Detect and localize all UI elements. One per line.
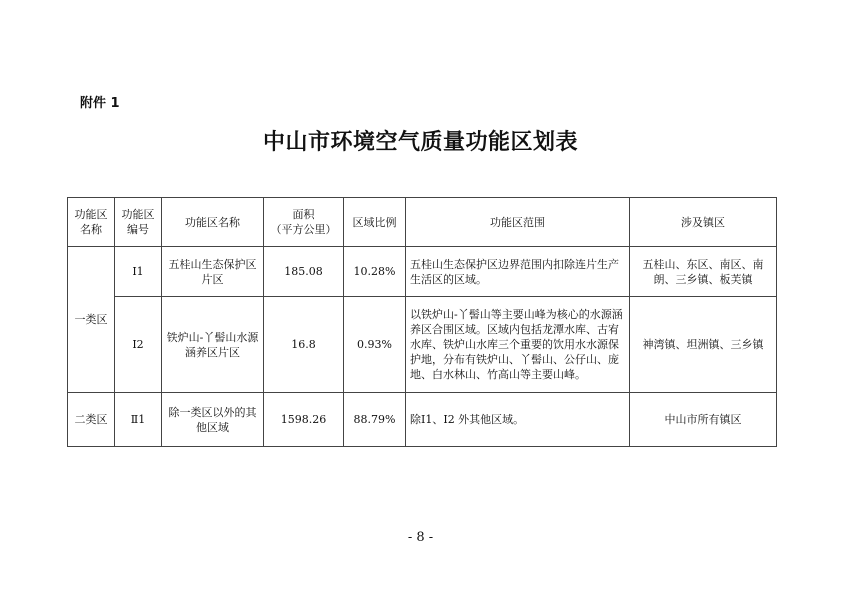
towns-cell: 中山市所有镇区 — [630, 393, 777, 447]
table-header-row — [68, 198, 777, 247]
ratio-cell: 88.79% — [344, 393, 406, 447]
page-number: - 8 - — [407, 530, 434, 545]
zone-name-cell: 铁炉山-丫髻山水源涵养区片区 — [162, 297, 264, 393]
ratio-cell: 10.28% — [344, 247, 406, 297]
area-cell: 16.8 — [264, 297, 344, 393]
scope-cell: 五桂山生态保护区边界范围内扣除连片生产生活区的区域。 — [406, 247, 630, 297]
table-row — [68, 247, 777, 297]
zone-name-cell: 除一类区以外的其他区域 — [162, 393, 264, 447]
attachment-label: 附件 1 — [80, 96, 120, 111]
zone-code-cell: Ⅰ2 — [115, 297, 162, 393]
zone-name-cell: 五桂山生态保护区片区 — [162, 247, 264, 297]
header-zone-code: 功能区 编号 — [115, 198, 162, 247]
scope-cell: 除Ⅰ1、Ⅰ2 外其他区域。 — [406, 393, 630, 447]
ratio-cell: 0.93% — [344, 297, 406, 393]
header-scope: 功能区范围 — [406, 198, 630, 247]
zoning-table — [67, 197, 777, 447]
zone-class-cell: 一类区 — [68, 247, 115, 393]
area-cell: 185.08 — [264, 247, 344, 297]
header-zone-class: 功能区 名称 — [68, 198, 115, 247]
zone-code-cell: Ⅰ1 — [115, 247, 162, 297]
header-zone-name: 功能区名称 — [162, 198, 264, 247]
towns-cell: 神湾镇、坦洲镇、三乡镇 — [630, 297, 777, 393]
page-title: 中山市环境空气质量功能区划表 — [262, 130, 578, 155]
towns-cell: 五桂山、东区、南区、南朗、三乡镇、板芙镇 — [630, 247, 777, 297]
zone-class-cell: 二类区 — [68, 393, 115, 447]
header-ratio: 区域比例 — [344, 198, 406, 247]
table-row — [68, 297, 777, 393]
zone-code-cell: Ⅱ1 — [115, 393, 162, 447]
header-area: 面积 （平方公里） — [264, 198, 344, 247]
header-towns: 涉及镇区 — [630, 198, 777, 247]
scope-cell: 以铁炉山-丫髻山等主要山峰为核心的水源涵养区合围区域。区域内包括龙潭水库、古宥水库、铁炉山水库三个重要的饮用水水源保护地，分布有铁炉山、丫髻山、公仔山、庞地、白水林山、竹高山等主要山峰。 — [406, 297, 630, 393]
table-row — [68, 393, 777, 447]
area-cell: 1598.26 — [264, 393, 344, 447]
